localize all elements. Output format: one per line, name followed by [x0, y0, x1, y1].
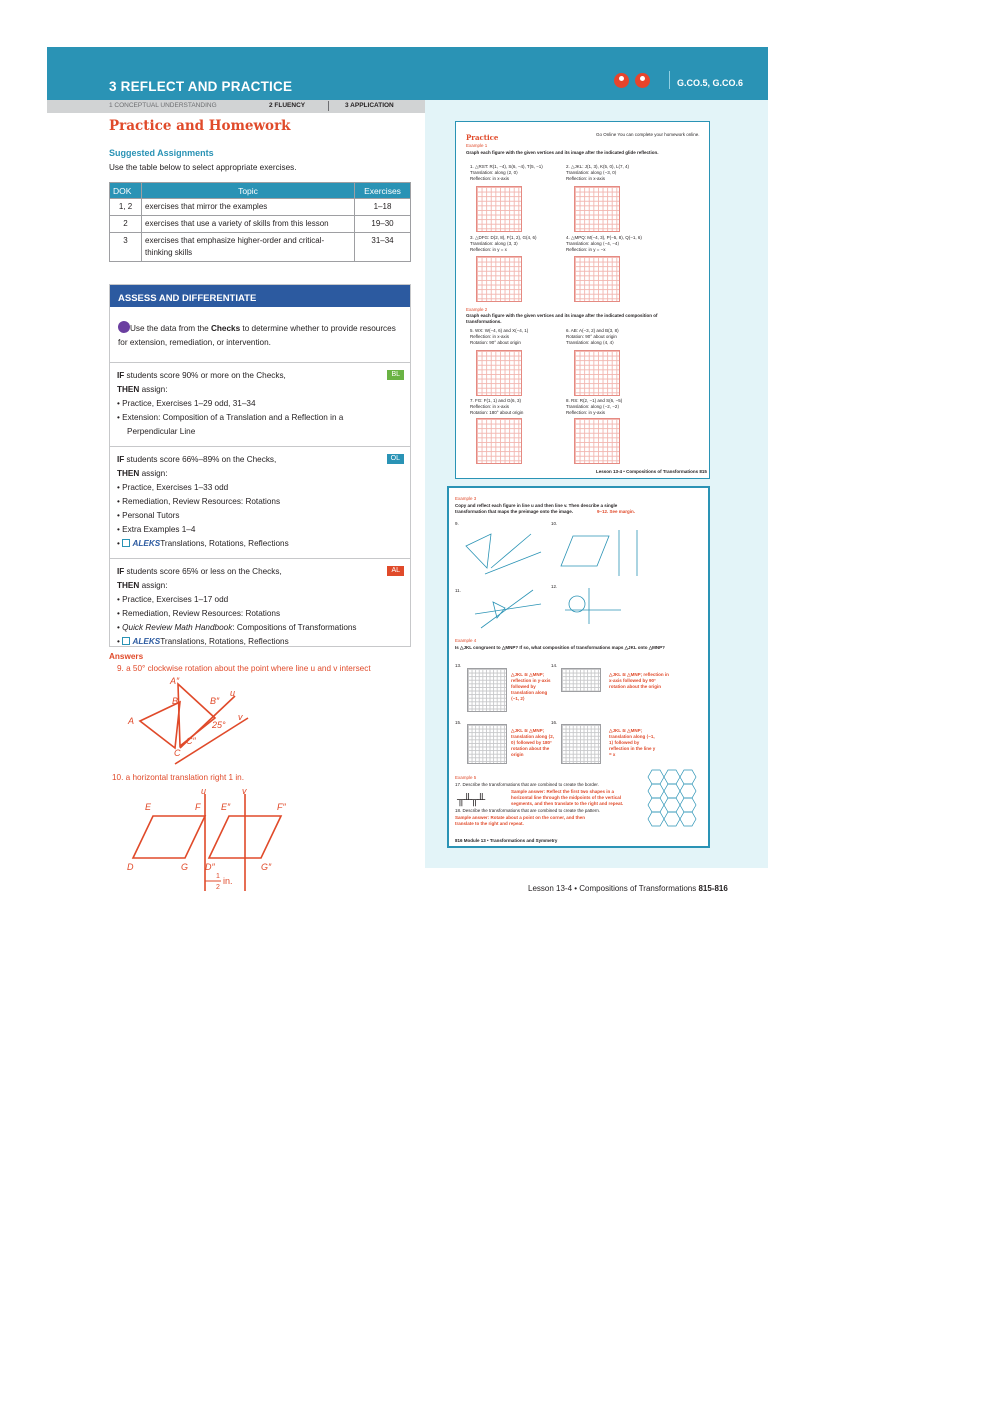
aleks-logo: ALEKS: [132, 637, 161, 646]
list-item: • Quick Review Math Handbook: Compositions of Transformations: [117, 623, 357, 632]
practice-homework-section: [109, 118, 414, 262]
label: F: [195, 802, 201, 812]
exercise-text: Reflection: in y = −x: [566, 247, 606, 252]
exercise-3: [470, 235, 580, 253]
intro-text: Use the data from the: [130, 324, 212, 333]
label: 2: [216, 884, 220, 891]
standards-label: G.CO.5, G.CO.6: [677, 78, 744, 88]
cell-exercises: 19–30: [355, 216, 411, 233]
handbook-topic: : Compositions of Transformations: [232, 623, 357, 632]
exercise-text: 1. △RST: R(1, −4), S(6, −4), T(5, −1): [470, 164, 543, 169]
exercise-18: 18. Describe the transformations that are combined to create the pattern.: [455, 808, 601, 813]
level-badge: OL: [387, 454, 404, 464]
exercise-text: Rotation: 90° about origin: [470, 340, 521, 345]
level-badge: BL: [387, 370, 404, 380]
label: E″: [221, 802, 231, 812]
mini-footer: Lesson 13-4 • Compositions of Transformations 815: [596, 469, 707, 474]
header-divider: [669, 71, 670, 89]
table-row: [110, 233, 411, 262]
exercise-1: [470, 164, 580, 182]
example-instruction: Graph each figure with the given vertices and its image after the indicated composition of transformations.: [466, 313, 658, 324]
tab-application: 3 APPLICATION: [345, 102, 394, 109]
assess-differentiate-box: [109, 284, 411, 647]
label: B: [172, 696, 179, 706]
label: D: [127, 862, 134, 872]
list-item: • Practice, Exercises 1–33 odd: [117, 483, 229, 492]
exercise-number: 16.: [551, 720, 558, 725]
exercise-8: [566, 398, 686, 416]
tab-divider: [328, 101, 329, 111]
exercise-number: 9.: [455, 521, 459, 526]
exercise-text: Reflection: in x-axis: [470, 334, 510, 339]
exercise-text: Translation: along ⟨−4, −4⟩: [566, 241, 620, 246]
module-header-band: [47, 47, 768, 100]
example-label: Example 1: [466, 143, 488, 148]
triangle-abc: [140, 702, 180, 748]
label: C″: [186, 736, 196, 746]
cell-exercises: 1–18: [355, 199, 411, 216]
suggested-heading: Suggested Assignments: [109, 148, 214, 158]
level-badge: AL: [387, 566, 404, 576]
tab-fluency: 2 FLUENCY: [269, 102, 306, 109]
page-title: Practice and Homework: [109, 118, 291, 134]
exercise-text: Translation: along ⟨−3, 0⟩: [566, 170, 617, 175]
hexagon-pattern: [642, 766, 702, 834]
section-title: 3 REFLECT AND PRACTICE: [109, 79, 293, 94]
mini-practice-title: Practice: [466, 133, 499, 142]
handbook-title: Quick Review Math Handbook: [122, 623, 233, 632]
then-label: THEN: [117, 469, 140, 478]
exercise-text: 4. △MPQ: M(−4, 3), P(−5, 8), Q(−1, 6): [566, 235, 642, 240]
header-dok: DOK: [110, 183, 142, 199]
coordinate-grid: [476, 350, 522, 396]
exercise-text: 3. △DFG: D(2, 8), F(1, 2), G(4, 6): [470, 235, 537, 240]
exercise-text: Translation: along ⟨4, 4⟩: [566, 340, 614, 345]
header-icons: [614, 73, 656, 93]
exercise-text: 2. △JKL: J(1, 3), K(5, 0), L(7, 4): [566, 164, 629, 169]
example-instruction: Copy and reflect each figure in line u and then line v. Then describe a single transformation that maps the preimage onto the image.: [455, 503, 618, 514]
answers-section: [109, 652, 419, 673]
assess-intro: [110, 307, 410, 362]
aleks-topics: Translations, Rotations, Reflections: [160, 539, 289, 548]
dok-table: [109, 182, 411, 262]
header-exercises: Exercises: [355, 183, 411, 199]
exercise-answer: Sample answer: Reflect the first two shapes in a horizontal line through the midpoints of the vertical segments, and then translate to the right and repeat.: [511, 789, 624, 806]
exercise-12-figure: [561, 584, 641, 626]
coordinate-grid: [561, 668, 601, 692]
example-instruction: Is △JKL congruent to △MNP? If so, what composition of transformations maps △JKL onto △MNP?: [455, 645, 665, 650]
exercise-5: [470, 328, 580, 346]
list-item: • ALEKSTranslations, Rotations, Reflections: [117, 637, 289, 646]
label: u: [230, 688, 236, 698]
example-answer: 9–12. See margin.: [597, 509, 636, 514]
list-item: • ALEKSTranslations, Rotations, Reflections: [117, 539, 289, 548]
label: u: [201, 786, 207, 796]
list-item: • Practice, Exercises 1–29 odd, 31–34: [117, 399, 256, 408]
triangle-image: [178, 684, 215, 746]
coordinate-grid: [574, 186, 620, 232]
exercise-number: 14.: [551, 663, 558, 668]
label: G: [181, 862, 189, 872]
exercise-answer: △JKL ≅ △MNP; translation along ⟨−1, 1⟩ followed by reflection in the line y = x: [609, 728, 656, 757]
list-item: • Personal Tutors: [117, 511, 180, 520]
exercise-number: 15.: [455, 720, 462, 725]
exercise-9-figure: [461, 526, 545, 576]
list-item: Perpendicular Line: [127, 427, 196, 436]
exercise-7: [470, 398, 580, 416]
cell-dok: 3: [110, 233, 142, 262]
intro-checks: Checks: [211, 324, 241, 333]
student-page-815: [455, 121, 710, 479]
list-item: • Extra Examples 1–4: [117, 525, 196, 534]
table-header-row: [110, 183, 411, 199]
exercise-number: 11.: [455, 588, 461, 593]
label: A″: [170, 676, 180, 686]
cell-topic: exercises that mirror the examples: [142, 199, 355, 216]
exercise-text: Translation: along ⟨3, 3⟩: [470, 241, 518, 246]
assign-text: assign:: [139, 581, 168, 590]
differentiation-block-bl: [110, 362, 410, 446]
answer-10: 10. a horizontal translation right 1 in.: [112, 773, 244, 782]
exercise-text: 5. WX: W(−4, 6) and X(−4, 1): [470, 328, 529, 333]
list-item: • Remediation, Review Resources: Rotations: [117, 497, 281, 506]
example-instruction: Graph each figure with the given vertices and its image after the indicated glide reflection.: [466, 150, 659, 155]
exercise-answer: △JKL ≅ △MNP; reflection in x-axis followed by 90° rotation about the origin: [609, 672, 669, 689]
cell-topic: exercises that emphasize higher-order and critical-thinking skills: [142, 233, 355, 262]
exercise-2: [566, 164, 686, 182]
group-icon: [635, 73, 650, 88]
data-icon: [118, 321, 130, 333]
exercise-answer: Sample answer: Rotate about a point on the corner, and then translate to the right and repeat.: [455, 815, 586, 826]
assign-text: assign:: [139, 385, 168, 394]
individual-icon: [614, 73, 629, 88]
label: D″: [205, 862, 215, 872]
label: v: [238, 712, 243, 722]
assign-text: assign:: [139, 469, 168, 478]
go-online-note: Go Online You can complete your homework online.: [596, 132, 700, 137]
exercise-4: [566, 235, 686, 253]
coordinate-grid: [476, 186, 522, 232]
coordinate-grid: [574, 256, 620, 302]
label: 1: [216, 873, 220, 880]
then-label: THEN: [117, 385, 140, 394]
label: C: [174, 748, 181, 758]
border-pattern: ╥╨╥╨: [457, 794, 485, 806]
exercise-answer: △JKL ≅ △MNP; translation along ⟨2, 0⟩ followed by 180° rotation about the origin: [511, 728, 555, 757]
tab-conceptual: 1 CONCEPTUAL UNDERSTANDING: [109, 102, 217, 109]
answer-9-figure: [120, 676, 270, 771]
exercise-17: 17. Describe the transformations that are combined to create the border.: [455, 782, 599, 787]
exercise-text: Reflection: in y = x: [470, 247, 507, 252]
if-label: IF: [117, 371, 125, 380]
list-item: • Extension: Composition of a Translation and a Reflection in a: [117, 413, 344, 422]
differentiation-block-al: [110, 558, 410, 655]
table-row: [110, 199, 411, 216]
exercise-text: Reflection: in x-axis: [566, 176, 606, 181]
example-label: Example 2: [466, 307, 488, 312]
coordinate-grid: [476, 256, 522, 302]
aleks-topics: Translations, Rotations, Reflections: [160, 637, 289, 646]
condition-text: students score 90% or more on the Checks,: [124, 371, 286, 380]
footer-lesson: Lesson 13-4 • Compositions of Transformations: [528, 884, 699, 893]
coordinate-grid: [476, 418, 522, 464]
parallelogram-defg: [133, 816, 205, 858]
list-item: • Practice, Exercises 1–17 odd: [117, 595, 229, 604]
exercise-answer: △JKL ≅ △MNP; reflection in y-axis followed by translation along ⟨−1, 2⟩: [511, 672, 551, 701]
label: F″: [277, 802, 286, 812]
footer-pages: 815-816: [698, 884, 728, 893]
intro-text-end: to determine whether to provide resources for extension, remediation, or intervention.: [118, 324, 396, 347]
exercise-text: Translation: along ⟨−2, −2⟩: [566, 404, 620, 409]
condition-text: students score 65% or less on the Checks,: [124, 567, 282, 576]
coordinate-grid: [574, 350, 620, 396]
coordinate-grid: [467, 668, 507, 712]
answer-10-figure: [125, 786, 300, 894]
example-label: Example 5: [455, 775, 477, 780]
exercise-number: 12.: [551, 584, 558, 589]
list-item: • Remediation, Review Resources: Rotations: [117, 609, 281, 618]
label: 25°: [212, 720, 226, 730]
cell-dok: 1, 2: [110, 199, 142, 216]
exercise-text: Translation: along ⟨2, 0⟩: [470, 170, 518, 175]
label: A: [128, 716, 135, 726]
label: B″: [210, 696, 220, 706]
progression-tabs: [47, 100, 425, 113]
exercise-11-figure: [471, 584, 553, 632]
then-label: THEN: [117, 581, 140, 590]
exercise-number: 13.: [455, 663, 462, 668]
coordinate-grid: [561, 724, 601, 764]
exercise-10-figure: [557, 526, 657, 578]
exercise-text: 6. AB: A(−3, 2) and B(3, 8): [566, 328, 619, 333]
header-topic: Topic: [142, 183, 355, 199]
exercise-text: 7. FG: F(1, 1) and G(6, 3): [470, 398, 522, 403]
exercise-text: Reflection: in y-axis: [566, 410, 606, 415]
label: G″: [261, 862, 272, 872]
table-row: [110, 216, 411, 233]
mini-footer: 816 Module 13 • Transformations and Symmetry: [455, 838, 558, 843]
label: E: [145, 802, 152, 812]
exercise-text: 8. RS: R(2, −1) and S(6, −5): [566, 398, 623, 403]
coordinate-grid: [574, 418, 620, 464]
cell-exercises: 31–34: [355, 233, 411, 262]
student-page-816: [447, 486, 710, 848]
if-label: IF: [117, 455, 125, 464]
label: in.: [223, 876, 233, 886]
cell-dok: 2: [110, 216, 142, 233]
exercise-text: Rotation: 90° about origin: [566, 334, 617, 339]
cell-topic: exercises that use a variety of skills from this lesson: [142, 216, 355, 233]
exercise-number: 10.: [551, 521, 558, 526]
online-icon: [122, 539, 130, 547]
condition-text: students score 66%–89% on the Checks,: [124, 455, 277, 464]
example-label: Example 3: [455, 496, 477, 501]
exercise-text: Reflection: in x-axis: [470, 176, 510, 181]
online-icon: [122, 637, 130, 645]
answers-heading: Answers: [109, 652, 144, 661]
exercise-text: Reflection: in x-axis: [470, 404, 510, 409]
table-intro: Use the table below to select appropriate exercises.: [109, 163, 297, 172]
exercise-6: [566, 328, 686, 346]
label: v: [242, 786, 247, 796]
coordinate-grid: [467, 724, 507, 764]
if-label: IF: [117, 567, 125, 576]
aleks-logo: ALEKS: [132, 539, 161, 548]
assess-heading: ASSESS AND DIFFERENTIATE: [110, 285, 410, 307]
example-label: Example 4: [455, 638, 477, 643]
answer-9: 9. a 50° clockwise rotation about the point where line u and v intersect: [117, 664, 371, 673]
exercise-text: Rotation: 180° about origin: [470, 410, 524, 415]
differentiation-block-ol: [110, 446, 410, 558]
page-footer: [528, 884, 728, 893]
